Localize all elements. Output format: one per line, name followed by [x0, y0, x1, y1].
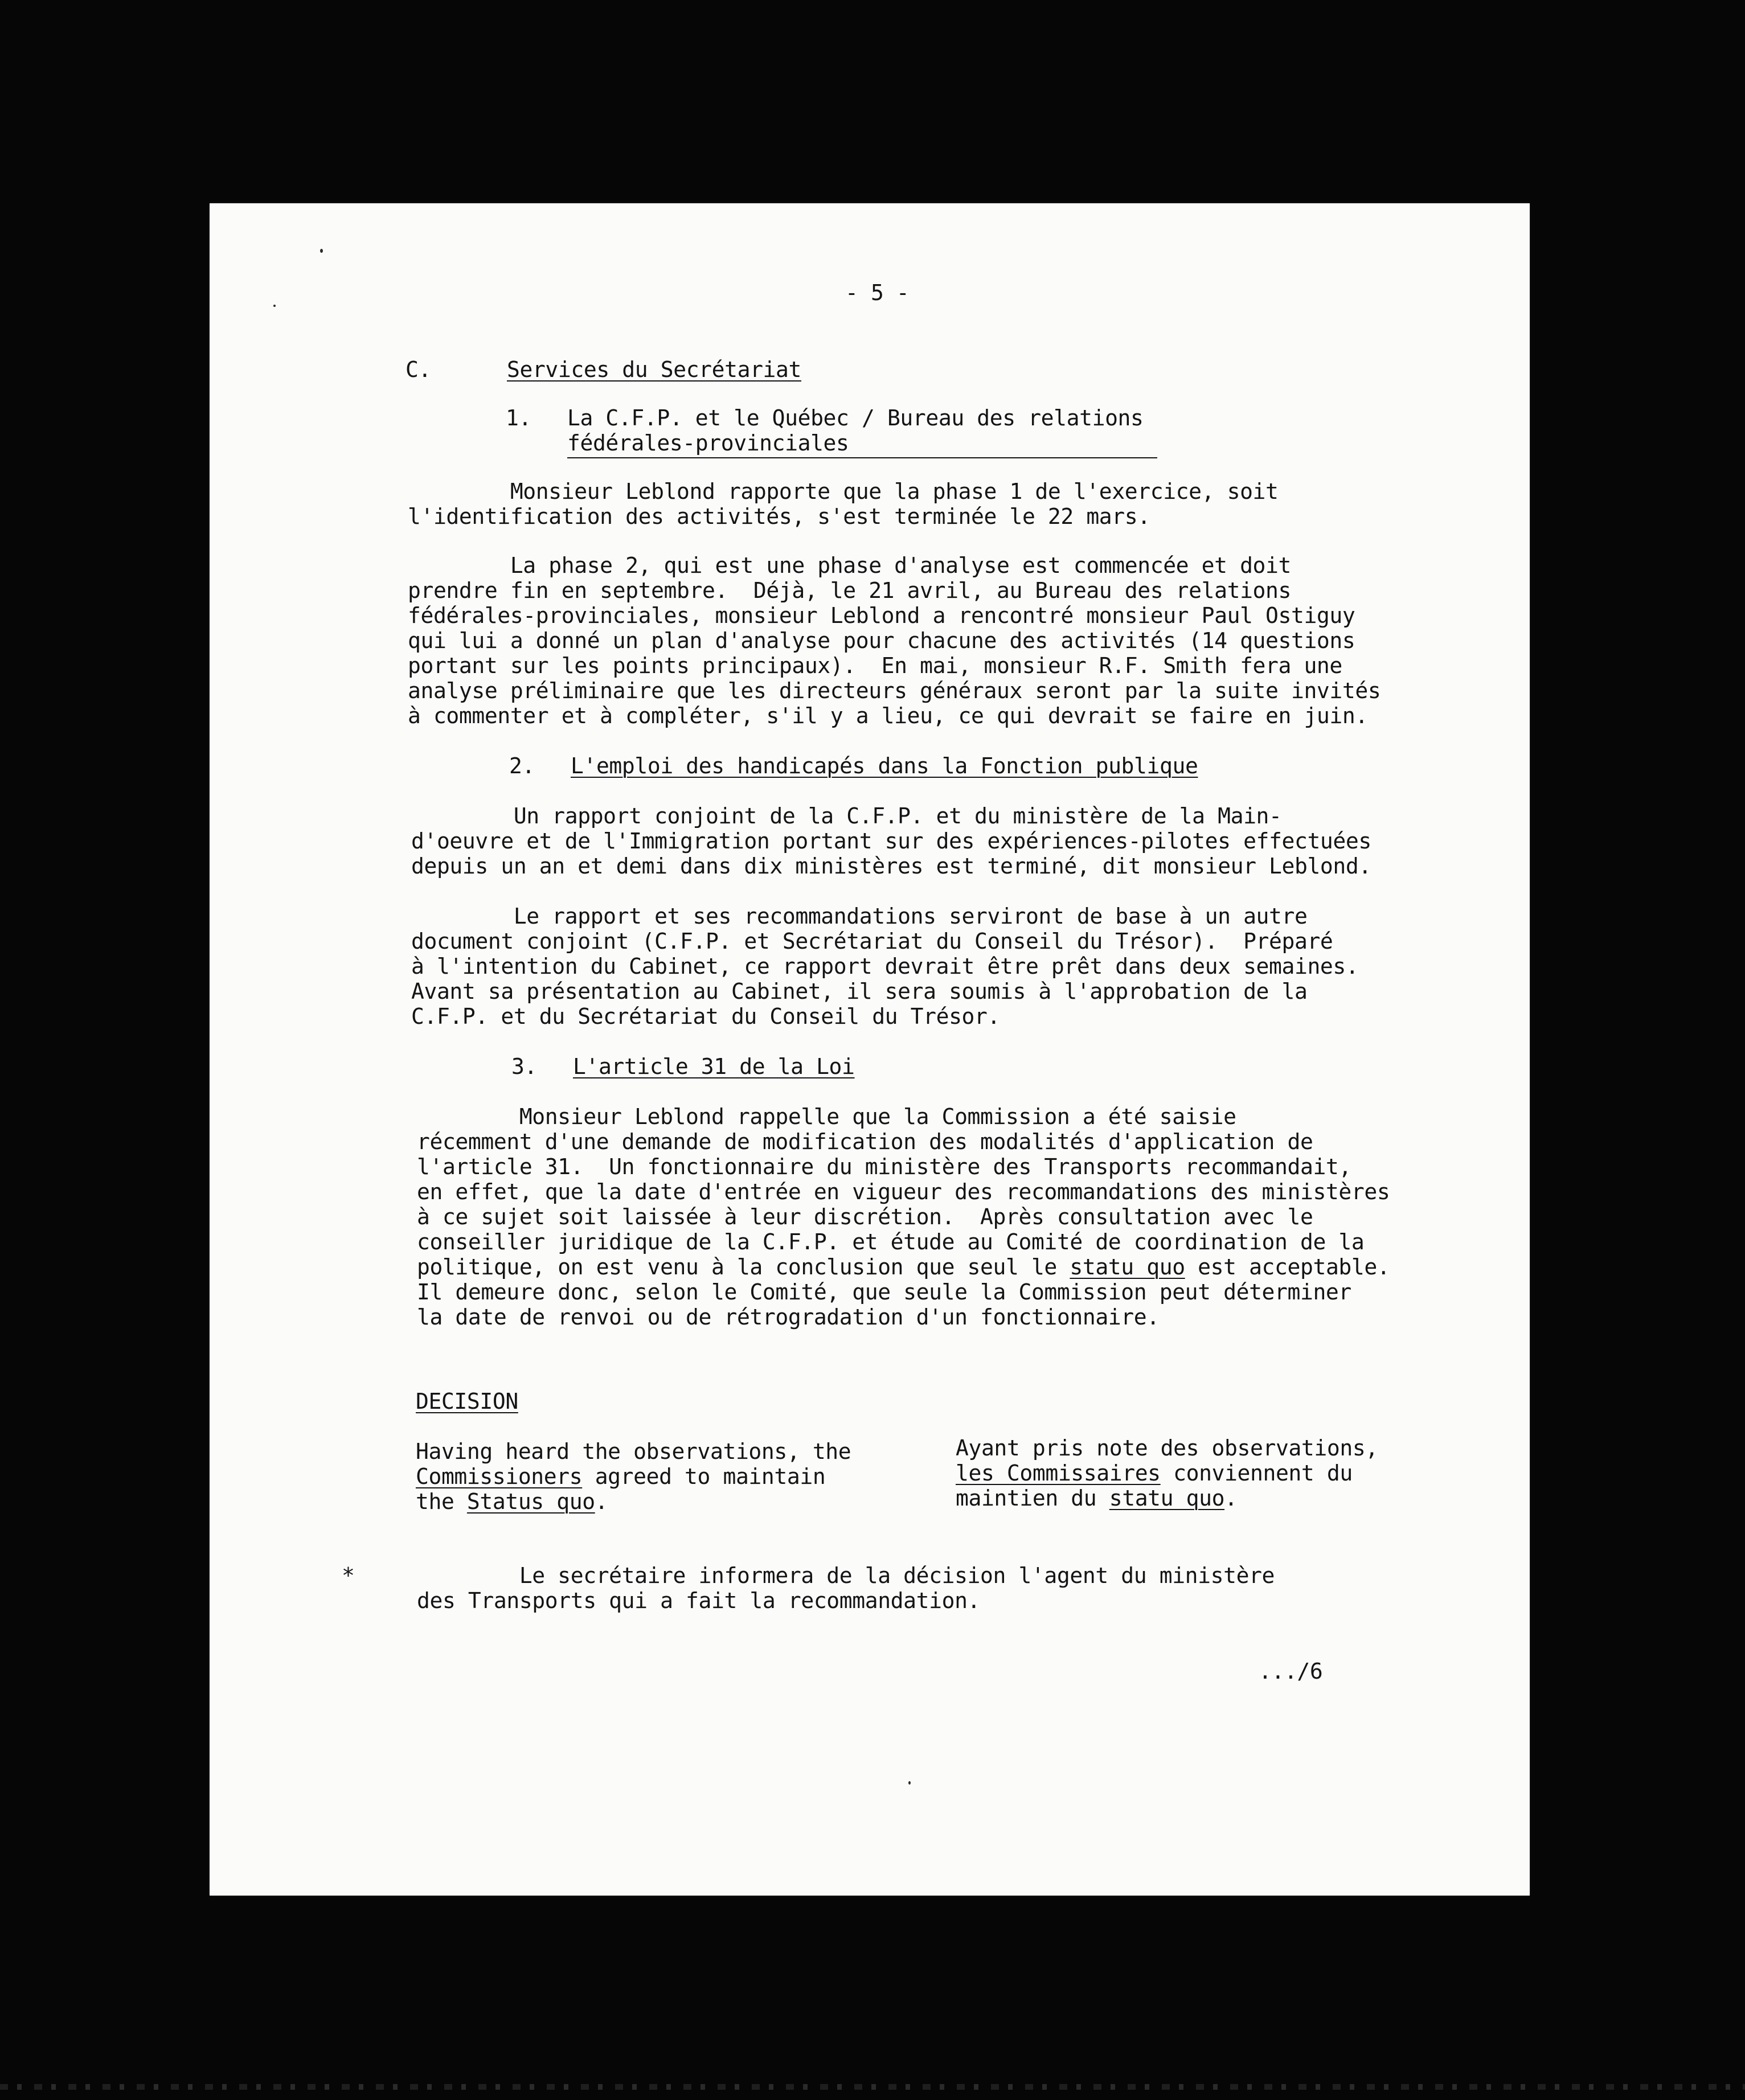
item2-para2-line4: Avant sa présentation au Cabinet, il sera soumis à l'approbation de la	[411, 979, 1308, 1004]
les-commissaires-emphasis: les Commissaires	[956, 1461, 1161, 1486]
document-page	[210, 203, 1530, 1896]
item1-para2-line2: prendre fin en septembre. Déjà, le 21 avril, au Bureau des relations	[408, 578, 1291, 603]
item3-title: L'article 31 de la Loi	[573, 1054, 855, 1079]
item3-para1-line1: Monsieur Leblond rappelle que la Commission a été saisie	[417, 1104, 1236, 1129]
status-quo-emphasis: Status quo	[466, 1489, 595, 1514]
item1-para2-line4: qui lui a donné un plan d'analyse pour chacune des activités (14 questions	[408, 628, 1355, 653]
item2-para1-line2: d'oeuvre et de l'Immigration portant sur des expériences-pilotes effectuées	[411, 828, 1371, 854]
item3-para1-line6: conseiller juridique de la C.F.P. et étude au Comité de coordination de la	[417, 1229, 1365, 1254]
item2-para2-line1: Le rapport et ses recommandations serviront de base à un autre	[411, 904, 1308, 929]
decision-french-line2-rest: conviennent du	[1160, 1461, 1353, 1486]
item1-para2-line3: fédérales-provinciales, monsieur Leblond a rencontré monsieur Paul Ostiguy	[408, 603, 1355, 628]
item2-para2-line2: document conjoint (C.F.P. et Secrétariat du Conseil du Trésor). Préparé	[411, 929, 1333, 954]
scan-speck	[273, 305, 276, 307]
section-letter: C.	[405, 357, 431, 382]
scan-speck	[908, 1781, 911, 1785]
item2-number: 2.	[509, 753, 535, 778]
item1-para2-line5: portant sur les points principaux). En mai, monsieur R.F. Smith fera une	[408, 653, 1342, 678]
scan-edge-noise	[0, 2084, 1745, 2090]
statu-quo-emphasis: statu quo	[1070, 1254, 1185, 1279]
item3-para1-line5: à ce sujet soit laissée à leur discrétion. Après consultation avec le	[417, 1204, 1313, 1229]
item3-para1-line9: la date de renvoi ou de rétrogradation d'un fonctionnaire.	[417, 1305, 1160, 1330]
item3-line7-before: politique, on est venu à la conclusion que seul le	[417, 1254, 1070, 1279]
item2-para2-line5: C.F.P. et du Secrétariat du Conseil du Trésor.	[411, 1004, 1000, 1029]
item3-line7-after: est acceptable.	[1185, 1254, 1390, 1279]
item1-number: 1.	[506, 405, 531, 430]
item1-title-line2: fédérales-provinciales	[567, 430, 849, 456]
decision-french-line2	[956, 1461, 1353, 1486]
item1-para1-line2: l'identification des activités, s'est terminée le 22 mars.	[408, 504, 1150, 529]
decision-english-line2-rest: agreed to maintain	[582, 1464, 826, 1489]
decision-english-line3-prefix: the	[416, 1489, 467, 1514]
item2-para1-line1: Un rapport conjoint de la C.F.P. et du ministère de la Main-	[411, 803, 1282, 828]
continuation-marker: .../6	[1259, 1659, 1323, 1684]
section-title: Services du Secrétariat	[507, 357, 801, 382]
item3-para1-line7	[417, 1254, 1390, 1279]
decision-english-line1: Having heard the observations, the	[416, 1439, 851, 1464]
note-asterisk-marker: *	[342, 1563, 355, 1588]
page-number: - 5 -	[845, 280, 910, 305]
item2-title: L'emploi des handicapés dans la Fonction publique	[571, 753, 1198, 778]
item3-para1-line2: récemment d'une demande de modification des modalités d'application de	[417, 1129, 1313, 1154]
decision-french-line3-suffix: .	[1224, 1486, 1238, 1511]
item3-para1-line4: en effet, que la date d'entrée en vigueur des recommandations des ministères	[417, 1179, 1390, 1204]
scan-speck	[320, 249, 323, 253]
item2-para1-line3: depuis un an et demi dans dix ministères est terminé, dit monsieur Leblond.	[411, 854, 1371, 879]
note-line1: Le secrétaire informera de la décision l'agent du ministère	[417, 1563, 1275, 1588]
decision-english-line3	[416, 1489, 608, 1514]
item1-para2-line1: La phase 2, qui est une phase d'analyse est commencée et doit	[408, 553, 1291, 578]
decision-heading: DECISION	[416, 1389, 518, 1414]
item1-title-underline	[567, 457, 1157, 458]
item1-para1-line1: Monsieur Leblond rapporte que la phase 1 de l'exercice, soit	[408, 479, 1279, 504]
decision-french-line3-prefix: maintien du	[956, 1486, 1109, 1511]
decision-french-line1: Ayant pris note des observations,	[956, 1435, 1378, 1461]
note-line2: des Transports qui a fait la recommandation.	[417, 1588, 981, 1613]
statu-quo-french-emphasis: statu quo	[1109, 1486, 1225, 1511]
item3-number: 3.	[511, 1054, 537, 1079]
decision-english-line2	[416, 1464, 825, 1489]
item3-para1-line8: Il demeure donc, selon le Comité, que seule la Commission peut déterminer	[417, 1279, 1351, 1305]
decision-english-line3-suffix: .	[595, 1489, 608, 1514]
item3-para1-line3: l'article 31. Un fonctionnaire du ministère des Transports recommandait,	[417, 1154, 1351, 1179]
item2-para2-line3: à l'intention du Cabinet, ce rapport devrait être prêt dans deux semaines.	[411, 954, 1359, 979]
item1-title-line1: La C.F.P. et le Québec / Bureau des relations	[567, 405, 1144, 430]
item1-para2-line7: à commenter et à compléter, s'il y a lieu, ce qui devrait se faire en juin.	[408, 703, 1368, 728]
item1-para2-line6: analyse préliminaire que les directeurs généraux seront par la suite invités	[408, 678, 1381, 703]
commissioners-emphasis: Commissioners	[416, 1464, 583, 1489]
decision-french-line3	[956, 1486, 1238, 1511]
